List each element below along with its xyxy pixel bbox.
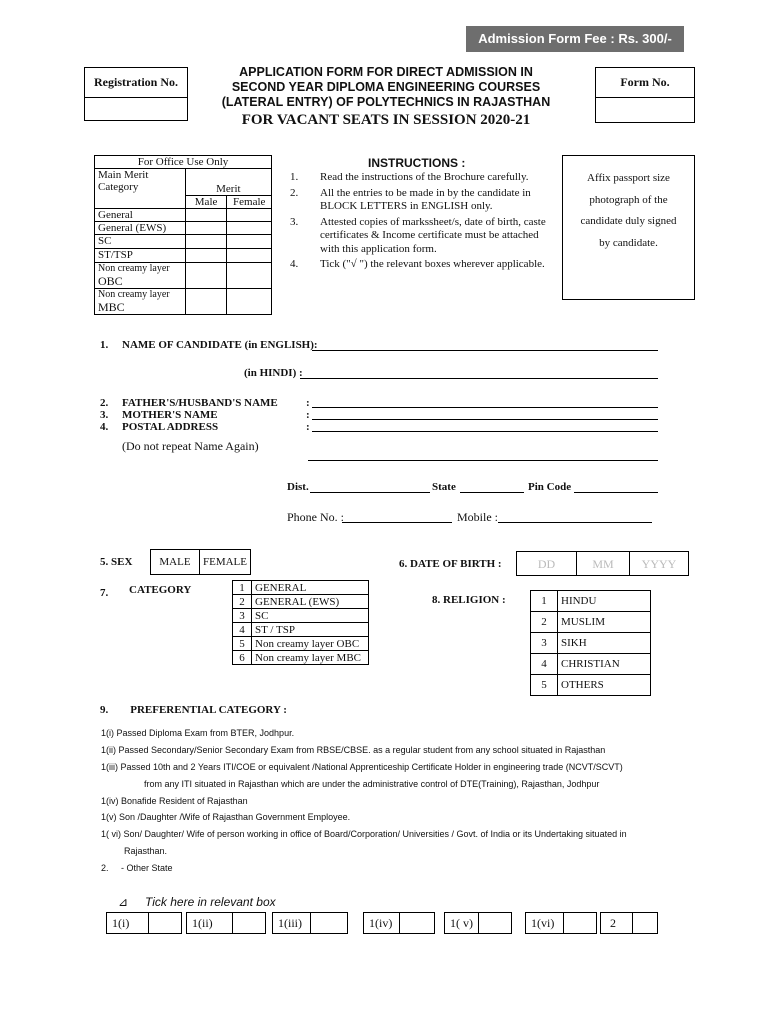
tick-box-1vi-label: 1(vi): [526, 913, 564, 933]
photo-box[interactable]: [562, 155, 695, 300]
female-col-label: Female: [227, 195, 272, 208]
instruction-item: 1. Read the instructions of the Brochure carefully.: [290, 171, 529, 183]
title-line-1: APPLICATION FORM FOR DIRECT ADMISSION IN: [239, 65, 533, 79]
office-row-sc: SC: [95, 234, 186, 248]
office-row-general-ews: General (EWS): [95, 221, 186, 234]
category-num-4: 4: [233, 623, 252, 637]
category-option-sc[interactable]: SC: [252, 609, 369, 623]
name-english-input[interactable]: [312, 350, 658, 351]
category-options: [232, 580, 369, 665]
tick-box-1v-label: 1( v): [445, 913, 479, 933]
state-input[interactable]: [460, 492, 524, 493]
registration-no-box[interactable]: [84, 67, 188, 121]
religion-num-2: 2: [531, 612, 558, 633]
tick-box-1i[interactable]: [106, 912, 182, 934]
religion-num-1: 1: [531, 591, 558, 612]
pref-item-1iii-cont: from any ITI situated in Rajasthan which are under the administrative control of DTE(Training), Rajasthan, Jodhpur: [144, 779, 600, 789]
male-col-label: Male: [185, 195, 227, 208]
father-colon: :: [306, 397, 310, 409]
category-num-6: 6: [233, 651, 252, 665]
name-hindi-input[interactable]: [300, 378, 658, 379]
category-num: 7.: [100, 587, 109, 599]
postal-address-label: POSTAL ADDRESS: [122, 421, 219, 433]
registration-no-label: Registration No.: [85, 68, 187, 98]
mother-name-label: MOTHER'S NAME: [122, 409, 218, 421]
form-no-box[interactable]: [595, 67, 695, 123]
pref-item-1i: 1(i) Passed Diploma Exam from BTER, Jodhpur.: [101, 728, 295, 738]
religion-num-3: 3: [531, 633, 558, 654]
pref-item-1v: 1(v) Son /Daughter /Wife of Rajasthan Government Employee.: [101, 812, 351, 822]
father-name-input[interactable]: [312, 407, 658, 408]
religion-num-5: 5: [531, 675, 558, 696]
field-1-num: 1.: [100, 339, 109, 351]
mother-colon: :: [306, 409, 310, 421]
religion-label: 8. RELIGION :: [432, 594, 506, 606]
photo-line-1: Affix passport size: [587, 172, 670, 184]
father-name-label: FATHER'S/HUSBAND'S NAME: [122, 397, 278, 409]
postal-address-input-2[interactable]: [308, 460, 658, 461]
tick-box-1iv[interactable]: [363, 912, 435, 934]
instruction-item: 4. Tick ("√ ") the relevant boxes wherever applicable.: [290, 258, 545, 270]
category-option-ncl-obc[interactable]: Non creamy layer OBC: [252, 637, 369, 651]
photo-line-3: candidate duly signed: [580, 215, 677, 227]
pin-code-input[interactable]: [574, 492, 658, 493]
main-merit-label: Main Merit: [98, 169, 149, 181]
pref-item-2: 2. - Other State: [101, 863, 173, 873]
category-option-general-ews[interactable]: GENERAL (EWS): [252, 595, 369, 609]
tick-box-1iii-label: 1(iii): [273, 913, 311, 933]
name-hindi-label: (in HINDI) :: [244, 367, 303, 379]
photo-line-2: photograph of the: [589, 193, 668, 206]
admission-fee-banner: Admission Form Fee : Rs. 300/-: [466, 26, 684, 52]
religion-num-4: 4: [531, 654, 558, 675]
mobile-label: Mobile :: [457, 510, 498, 524]
religion-option-others[interactable]: OTHERS: [558, 675, 651, 696]
pref-item-1iv: 1(iv) Bonafide Resident of Rajasthan: [101, 796, 248, 806]
instruction-item: 2. All the entries to be made in by the candidate in BLOCK LETTERS in ENGLISH only.: [290, 186, 531, 212]
office-use-header: For Office Use Only: [95, 156, 272, 169]
instructions-title: INSTRUCTIONS :: [368, 156, 466, 170]
title-line-2: SECOND YEAR DIPLOMA ENGINEERING COURSES: [231, 80, 541, 94]
mother-name-input[interactable]: [312, 419, 658, 420]
field-3-num: 3.: [100, 409, 109, 421]
merit-label: Merit: [216, 182, 241, 195]
dob-month-input[interactable]: MM: [577, 552, 630, 576]
religion-option-muslim[interactable]: MUSLIM: [558, 612, 651, 633]
preferential-label: 9. PREFERENTIAL CATEGORY :: [100, 704, 287, 716]
office-row-ncl-1: Non creamy layer: [98, 262, 170, 274]
office-use-table: [94, 155, 272, 315]
religion-option-christian[interactable]: CHRISTIAN: [558, 654, 651, 675]
tick-box-2[interactable]: [600, 912, 658, 934]
tick-box-1i-label: 1(i): [107, 913, 149, 933]
name-english-label: NAME OF CANDIDATE (in ENGLISH):: [122, 339, 318, 351]
dist-label: Dist.: [287, 481, 309, 493]
form-no-label: Form No.: [596, 68, 694, 98]
sex-label: 5. SEX: [100, 556, 133, 568]
religion-option-hindu[interactable]: HINDU: [558, 591, 651, 612]
photo-line-4: by candidate.: [599, 236, 658, 249]
field-2-num: 2.: [100, 397, 109, 409]
title-line-3: (LATERAL ENTRY) OF POLYTECHNICS IN RAJASTHAN: [221, 95, 551, 109]
tick-box-2-label: 2: [601, 913, 633, 933]
category-option-general[interactable]: GENERAL: [252, 581, 369, 595]
address-colon: :: [306, 421, 310, 433]
phone-label: Phone No. :: [287, 510, 344, 524]
office-row-obc: OBC: [98, 273, 123, 288]
office-row-ncl-2: Non creamy layer: [98, 288, 170, 300]
pin-code-label: Pin Code: [528, 481, 572, 493]
tick-box-1ii-label: 1(ii): [187, 913, 233, 933]
dob-day-input[interactable]: DD: [517, 552, 577, 576]
office-row-mbc: MBC: [98, 299, 125, 314]
tick-box-1vi[interactable]: [525, 912, 597, 934]
category-num-2: 2: [233, 595, 252, 609]
phone-input[interactable]: [342, 522, 452, 523]
field-4-num: 4.: [100, 421, 109, 433]
pref-item-1ii: 1(ii) Passed Secondary/Senior Secondary Exam from RBSE/CBSE. as a regular student from any school situated in Rajasthan: [101, 745, 606, 755]
pref-item-1vi: 1( vi) Son/ Daughter/ Wife of person working in office of Board/Corporation/ Universities / Govt. of India or its Undertaking situated in: [101, 829, 627, 839]
dob-boxes: [516, 551, 689, 576]
title-line-4: FOR VACANT SEATS IN SESSION 2020-21: [241, 112, 531, 128]
sex-male-option[interactable]: MALE: [151, 550, 200, 575]
tick-icon: ⊿: [118, 895, 129, 909]
mobile-input[interactable]: [498, 522, 652, 523]
category-num-3: 3: [233, 609, 252, 623]
category-option-st-tsp[interactable]: ST / TSP: [252, 623, 369, 637]
pref-item-1iii: 1(iii) Passed 10th and 2 Years ITI/COE or equivalent /National Apprenticeship Certificate Holder in engineering trade (NCVT/SCVT): [101, 762, 623, 772]
tick-box-1iii[interactable]: [272, 912, 348, 934]
religion-option-sikh[interactable]: SIKH: [558, 633, 651, 654]
instructions-list: [290, 171, 550, 272]
office-row-st-tsp: ST/TSP: [95, 248, 186, 262]
pref-item-1vi-cont: Rajasthan.: [124, 846, 168, 856]
tick-instruction: Tick here in relevant box: [145, 895, 276, 909]
category-label-main: CATEGORY: [129, 584, 192, 596]
sex-options: [150, 549, 251, 575]
dob-label: 6. DATE OF BIRTH :: [399, 558, 502, 570]
postal-address-input-1[interactable]: [312, 431, 658, 432]
category-num-1: 1: [233, 581, 252, 595]
office-row-general: General: [95, 208, 186, 221]
category-num-5: 5: [233, 637, 252, 651]
state-label: State: [432, 481, 456, 493]
dist-input[interactable]: [310, 492, 430, 493]
category-label: Category: [98, 181, 139, 193]
religion-options: [530, 590, 651, 696]
tick-box-1v[interactable]: [444, 912, 512, 934]
dob-year-input[interactable]: YYYY: [630, 552, 689, 576]
instruction-item: 3. Attested copies of markssheet/s, date of birth, caste certificates & Income certificate must be attached with this application form.: [290, 215, 546, 255]
category-option-ncl-mbc[interactable]: Non creamy layer MBC: [252, 651, 369, 665]
sex-female-option[interactable]: FEMALE: [200, 550, 251, 575]
tick-box-1ii[interactable]: [186, 912, 266, 934]
no-repeat-note: (Do not repeat Name Again): [122, 439, 259, 453]
tick-box-1iv-label: 1(iv): [364, 913, 400, 933]
